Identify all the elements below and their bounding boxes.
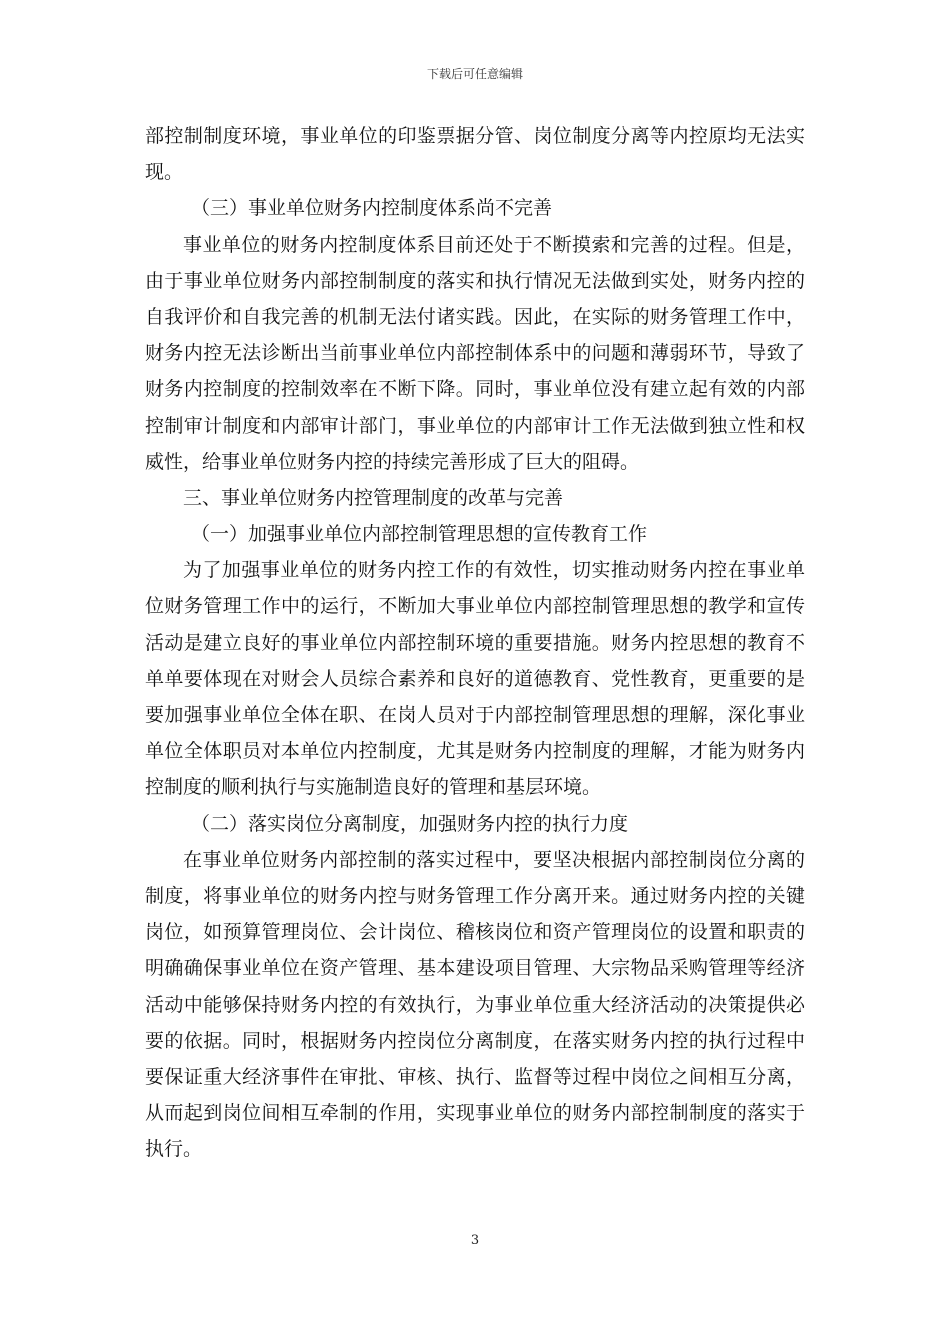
subsection-heading: （二）落实岗位分离制度，加强财务内控的执行力度 xyxy=(191,812,629,835)
body-text-line: 从而起到岗位间相互牵制的作用，实现事业单位的财务内部控制制度的落实于 xyxy=(145,1102,805,1125)
paragraph-end-line: 执行。 xyxy=(145,1138,203,1161)
page-header: 下载后可任意编辑 xyxy=(426,67,523,81)
paragraph-end-line: 控制度的顺利执行与实施制造良好的管理和基层环境。 xyxy=(145,776,602,799)
paragraph-first-line: 在事业单位财务内部控制的落实过程中，要坚决根据内部控制岗位分离的 xyxy=(183,848,805,871)
paragraph-first-line: 为了加强事业单位的财务内控工作的有效性，切实推动财务内控在事业单 xyxy=(183,559,805,582)
body-text-line: 自我评价和自我完善的机制无法付诸实践。因此，在实际的财务管理工作中， xyxy=(145,305,805,328)
body-text-line: 由于事业单位财务内部控制制度的落实和执行情况无法做到实处，财务内控的 xyxy=(145,269,805,292)
paragraph-end-line: 威性，给事业单位财务内控的持续完善形成了巨大的阻碍。 xyxy=(145,450,640,473)
body-text-line: 财务内控无法诊断出当前事业单位内部控制体系中的问题和薄弱环节，导致了 xyxy=(145,342,805,365)
body-text-line: 制度，将事业单位的财务内控与财务管理工作分离开来。通过财务内控的关键 xyxy=(145,884,805,907)
paragraph-end-line: 现。 xyxy=(145,161,184,184)
body-text-line: 活动是建立良好的事业单位内部控制环境的重要措施。财务内控思想的教育不 xyxy=(145,631,805,654)
body-text-line: 单单要体现在对财会人员综合素养和良好的道德教育、党性教育，更重要的是 xyxy=(145,667,805,690)
paragraph-first-line: 事业单位的财务内控制度体系目前还处于不断摸索和完善的过程。但是， xyxy=(183,233,805,256)
body-text-line: 岗位，如预算管理岗位、会计岗位、稽核岗位和资产管理岗位的设置和职责的 xyxy=(145,921,805,944)
body-text-line: 财务内控制度的控制效率在不断下降。同时，事业单位没有建立起有效的内部 xyxy=(145,378,805,401)
body-text-line: 要加强事业单位全体在职、在岗人员对于内部控制管理思想的理解，深化事业 xyxy=(145,704,805,726)
section-heading: 三、事业单位财务内控管理制度的改革与完善 xyxy=(183,486,564,509)
body-text-line: 控制审计制度和内部审计部门，事业单位的内部审计工作无法做到独立性和权 xyxy=(145,414,805,437)
body-text-line: 位财务管理工作中的运行，不断加大事业单位内部控制管理思想的教学和宣传 xyxy=(145,595,805,618)
document-body xyxy=(145,118,805,1167)
body-text-line: 明确确保事业单位在资产管理、基本建设项目管理、大宗物品采购管理等经济 xyxy=(145,957,805,980)
body-text-line: 部控制制度环境，事业单位的印鉴票据分管、岗位制度分离等内控原均无法实 xyxy=(145,125,805,147)
body-text-line: 单位全体职员对本单位内控制度，尤其是财务内控制度的理解，才能为财务内 xyxy=(145,740,805,763)
subsection-heading: （一）加强事业单位内部控制管理思想的宣传教育工作 xyxy=(191,523,648,546)
page-number: 3 xyxy=(470,1233,480,1248)
subsection-heading: （三）事业单位财务内控制度体系尚不完善 xyxy=(191,197,553,220)
body-text-line: 要的依据。同时，根据财务内控岗位分离制度，在落实财务内控的执行过程中 xyxy=(145,1029,805,1052)
body-text-line: 要保证重大经济事件在审批、审核、执行、监督等过程中岗位之间相互分离， xyxy=(145,1065,805,1088)
body-text-line: 活动中能够保持财务内控的有效执行，为事业单位重大经济活动的决策提供必 xyxy=(145,993,805,1016)
